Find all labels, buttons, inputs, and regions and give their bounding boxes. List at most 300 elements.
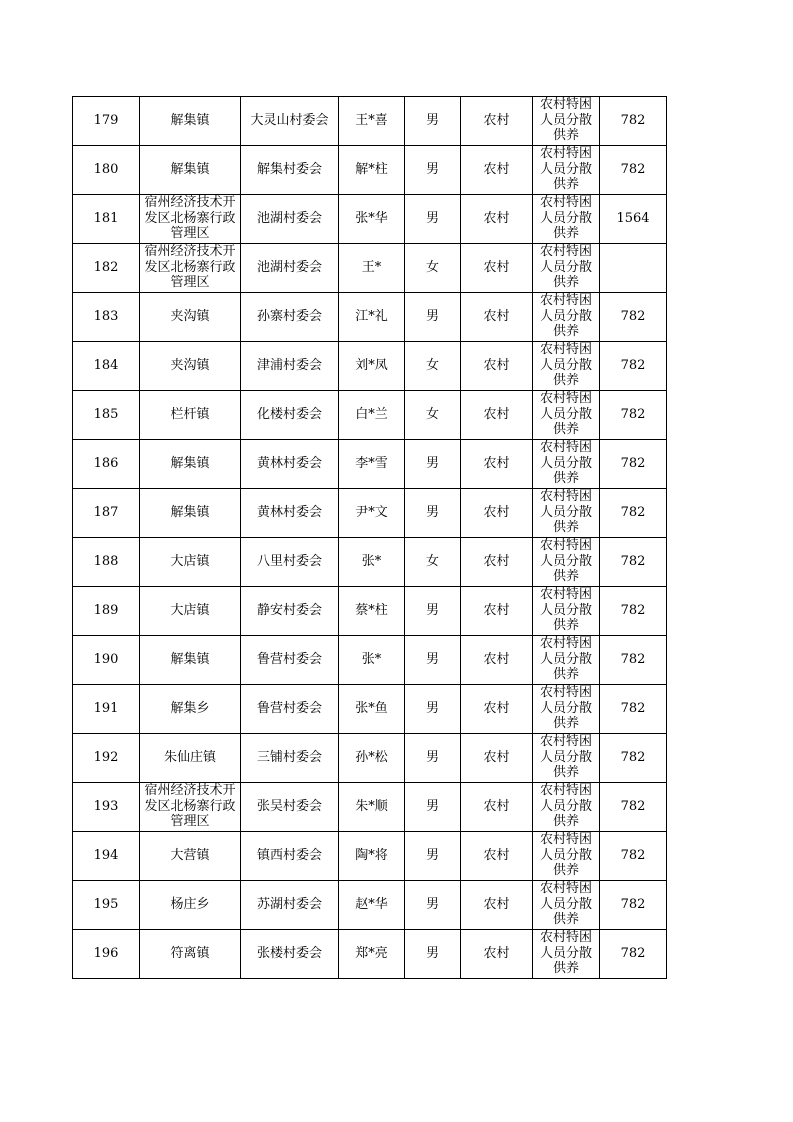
cell-area-type bbox=[461, 97, 533, 146]
cell-person-name bbox=[339, 783, 405, 832]
table-row bbox=[73, 97, 667, 146]
cell-town bbox=[140, 489, 241, 538]
cell-amount-text: 782 bbox=[620, 946, 646, 961]
cell-amount-text: 782 bbox=[620, 603, 646, 618]
cell-area-type bbox=[461, 587, 533, 636]
cell-person-name bbox=[339, 881, 405, 930]
table-body bbox=[73, 97, 667, 979]
cell-village bbox=[241, 587, 339, 636]
cell-village bbox=[241, 930, 339, 979]
cell-town-text: 解集镇 bbox=[170, 456, 210, 471]
cell-support-type-text: 农村特困人员分散供养 bbox=[539, 734, 592, 780]
cell-serial-number-text: 190 bbox=[93, 652, 119, 667]
table-row bbox=[73, 195, 667, 244]
cell-amount bbox=[600, 342, 667, 391]
cell-area-type bbox=[461, 538, 533, 587]
table-row bbox=[73, 146, 667, 195]
cell-person-name-text: 解*柱 bbox=[355, 162, 388, 177]
cell-area-type-text: 农村 bbox=[483, 652, 510, 667]
cell-amount-text: 782 bbox=[620, 554, 646, 569]
cell-person-name bbox=[339, 832, 405, 881]
cell-support-type-text: 农村特困人员分散供养 bbox=[539, 293, 592, 339]
cell-area-type bbox=[461, 293, 533, 342]
cell-amount bbox=[600, 734, 667, 783]
cell-person-name bbox=[339, 195, 405, 244]
cell-amount bbox=[600, 587, 667, 636]
cell-person-name-text: 蔡*柱 bbox=[355, 603, 388, 618]
cell-amount bbox=[600, 244, 667, 293]
cell-town-text: 宿州经济技术开发区北杨寨行政管理区 bbox=[144, 244, 236, 290]
cell-village-text: 八里村委会 bbox=[256, 554, 322, 569]
cell-amount bbox=[600, 489, 667, 538]
cell-amount-text: 782 bbox=[620, 652, 646, 667]
cell-amount bbox=[600, 293, 667, 342]
cell-town bbox=[140, 195, 241, 244]
cell-person-name bbox=[339, 342, 405, 391]
cell-amount bbox=[600, 636, 667, 685]
cell-town-text: 杨庄乡 bbox=[170, 897, 210, 912]
cell-town bbox=[140, 146, 241, 195]
cell-support-type bbox=[533, 538, 600, 587]
cell-area-type bbox=[461, 146, 533, 195]
cell-amount-text: 782 bbox=[620, 505, 646, 520]
cell-area-type-text: 农村 bbox=[483, 799, 510, 814]
cell-town bbox=[140, 636, 241, 685]
cell-support-type bbox=[533, 930, 600, 979]
cell-village bbox=[241, 881, 339, 930]
cell-gender-text: 男 bbox=[425, 750, 439, 765]
cell-person-name-text: 孙*松 bbox=[355, 750, 388, 765]
cell-village-text: 三铺村委会 bbox=[256, 750, 322, 765]
cell-town-text: 大营镇 bbox=[170, 848, 210, 863]
cell-gender-text: 男 bbox=[425, 603, 439, 618]
cell-town bbox=[140, 244, 241, 293]
cell-gender-text: 男 bbox=[425, 113, 439, 128]
cell-gender bbox=[405, 195, 461, 244]
cell-area-type bbox=[461, 685, 533, 734]
cell-area-type-text: 农村 bbox=[483, 113, 510, 128]
cell-amount-text: 782 bbox=[620, 897, 646, 912]
cell-area-type bbox=[461, 244, 533, 293]
cell-area-type bbox=[461, 783, 533, 832]
cell-town-text: 解集镇 bbox=[170, 113, 210, 128]
cell-support-type-text: 农村特困人员分散供养 bbox=[539, 930, 592, 976]
cell-gender-text: 男 bbox=[425, 652, 439, 667]
cell-support-type bbox=[533, 489, 600, 538]
cell-serial-number-text: 188 bbox=[93, 554, 119, 569]
cell-serial-number bbox=[73, 636, 140, 685]
cell-village-text: 解集村委会 bbox=[256, 162, 322, 177]
cell-amount bbox=[600, 685, 667, 734]
cell-village bbox=[241, 97, 339, 146]
cell-amount-text: 782 bbox=[620, 456, 646, 471]
cell-area-type-text: 农村 bbox=[483, 701, 510, 716]
cell-gender-text: 男 bbox=[425, 211, 439, 226]
cell-support-type-text: 农村特困人员分散供养 bbox=[539, 636, 592, 682]
table-row bbox=[73, 293, 667, 342]
cell-gender-text: 男 bbox=[425, 897, 439, 912]
cell-person-name bbox=[339, 489, 405, 538]
cell-person-name bbox=[339, 587, 405, 636]
cell-serial-number-text: 196 bbox=[93, 946, 119, 961]
cell-gender-text: 男 bbox=[425, 162, 439, 177]
cell-person-name bbox=[339, 391, 405, 440]
cell-person-name bbox=[339, 636, 405, 685]
cell-town-text: 解集镇 bbox=[170, 162, 210, 177]
cell-gender bbox=[405, 930, 461, 979]
cell-serial-number bbox=[73, 881, 140, 930]
cell-town bbox=[140, 391, 241, 440]
cell-village-text: 黄林村委会 bbox=[256, 505, 322, 520]
cell-support-type-text: 农村特困人员分散供养 bbox=[539, 342, 592, 388]
cell-town bbox=[140, 538, 241, 587]
cell-town bbox=[140, 930, 241, 979]
table-row bbox=[73, 489, 667, 538]
cell-amount bbox=[600, 832, 667, 881]
cell-village-text: 化楼村委会 bbox=[256, 407, 322, 422]
cell-person-name-text: 陶*将 bbox=[355, 848, 388, 863]
cell-serial-number bbox=[73, 342, 140, 391]
cell-person-name bbox=[339, 734, 405, 783]
cell-area-type-text: 农村 bbox=[483, 897, 510, 912]
cell-town-text: 解集镇 bbox=[170, 505, 210, 520]
cell-person-name-text: 李*雪 bbox=[355, 456, 388, 471]
cell-gender bbox=[405, 734, 461, 783]
cell-gender bbox=[405, 342, 461, 391]
cell-support-type bbox=[533, 293, 600, 342]
cell-support-type bbox=[533, 244, 600, 293]
cell-amount bbox=[600, 538, 667, 587]
cell-amount bbox=[600, 195, 667, 244]
cell-amount bbox=[600, 881, 667, 930]
cell-person-name bbox=[339, 97, 405, 146]
cell-town bbox=[140, 783, 241, 832]
cell-person-name bbox=[339, 930, 405, 979]
cell-area-type bbox=[461, 930, 533, 979]
cell-support-type-text: 农村特困人员分散供养 bbox=[539, 244, 592, 290]
cell-town bbox=[140, 293, 241, 342]
cell-village-text: 苏湖村委会 bbox=[256, 897, 322, 912]
cell-village-text: 镇西村委会 bbox=[256, 848, 322, 863]
cell-serial-number bbox=[73, 293, 140, 342]
cell-gender bbox=[405, 636, 461, 685]
cell-person-name-text: 张* bbox=[361, 652, 382, 667]
cell-person-name bbox=[339, 244, 405, 293]
cell-gender bbox=[405, 538, 461, 587]
cell-serial-number bbox=[73, 440, 140, 489]
cell-area-type-text: 农村 bbox=[483, 603, 510, 618]
cell-area-type-text: 农村 bbox=[483, 750, 510, 765]
cell-gender bbox=[405, 146, 461, 195]
cell-support-type-text: 农村特困人员分散供养 bbox=[539, 587, 592, 633]
cell-area-type bbox=[461, 342, 533, 391]
cell-town-text: 解集乡 bbox=[170, 701, 210, 716]
cell-gender bbox=[405, 440, 461, 489]
cell-amount bbox=[600, 930, 667, 979]
cell-town-text: 宿州经济技术开发区北杨寨行政管理区 bbox=[144, 783, 236, 829]
cell-serial-number-text: 182 bbox=[93, 260, 119, 275]
cell-support-type bbox=[533, 734, 600, 783]
cell-area-type bbox=[461, 734, 533, 783]
table-row bbox=[73, 685, 667, 734]
cell-gender-text: 男 bbox=[425, 848, 439, 863]
cell-serial-number-text: 181 bbox=[93, 211, 119, 226]
cell-village bbox=[241, 195, 339, 244]
cell-person-name-text: 张*鱼 bbox=[355, 701, 388, 716]
cell-village bbox=[241, 832, 339, 881]
cell-village bbox=[241, 538, 339, 587]
cell-amount-text: 782 bbox=[620, 113, 646, 128]
table-row bbox=[73, 538, 667, 587]
cell-serial-number bbox=[73, 538, 140, 587]
cell-village bbox=[241, 146, 339, 195]
cell-person-name-text: 尹*文 bbox=[355, 505, 388, 520]
cell-village bbox=[241, 783, 339, 832]
cell-amount bbox=[600, 783, 667, 832]
cell-person-name-text: 江*礼 bbox=[355, 309, 388, 324]
cell-village-text: 鲁营村委会 bbox=[256, 701, 322, 716]
cell-serial-number bbox=[73, 685, 140, 734]
cell-area-type bbox=[461, 440, 533, 489]
cell-village bbox=[241, 489, 339, 538]
table-row bbox=[73, 930, 667, 979]
cell-support-type bbox=[533, 342, 600, 391]
cell-gender-text: 男 bbox=[425, 456, 439, 471]
cell-serial-number bbox=[73, 587, 140, 636]
table-row bbox=[73, 734, 667, 783]
cell-amount bbox=[600, 440, 667, 489]
cell-village-text: 张楼村委会 bbox=[256, 946, 322, 961]
cell-area-type-text: 农村 bbox=[483, 505, 510, 520]
cell-support-type bbox=[533, 587, 600, 636]
cell-village bbox=[241, 440, 339, 489]
cell-support-type-text: 农村特困人员分散供养 bbox=[539, 195, 592, 241]
cell-town bbox=[140, 440, 241, 489]
cell-village bbox=[241, 391, 339, 440]
cell-support-type bbox=[533, 97, 600, 146]
cell-serial-number-text: 186 bbox=[93, 456, 119, 471]
cell-serial-number bbox=[73, 832, 140, 881]
cell-support-type-text: 农村特困人员分散供养 bbox=[539, 832, 592, 878]
cell-town-text: 夹沟镇 bbox=[170, 358, 210, 373]
cell-village-text: 静安村委会 bbox=[256, 603, 322, 618]
cell-serial-number-text: 191 bbox=[93, 701, 119, 716]
cell-support-type bbox=[533, 685, 600, 734]
cell-support-type-text: 农村特困人员分散供养 bbox=[539, 440, 592, 486]
table-row bbox=[73, 636, 667, 685]
cell-serial-number bbox=[73, 489, 140, 538]
cell-village-text: 张吴村委会 bbox=[256, 799, 322, 814]
cell-town-text: 宿州经济技术开发区北杨寨行政管理区 bbox=[144, 195, 236, 241]
cell-town bbox=[140, 587, 241, 636]
cell-support-type bbox=[533, 881, 600, 930]
cell-gender bbox=[405, 881, 461, 930]
cell-serial-number-text: 193 bbox=[93, 799, 119, 814]
cell-support-type bbox=[533, 391, 600, 440]
cell-serial-number bbox=[73, 930, 140, 979]
cell-town bbox=[140, 734, 241, 783]
cell-area-type-text: 农村 bbox=[483, 211, 510, 226]
cell-support-type-text: 农村特困人员分散供养 bbox=[539, 881, 592, 927]
cell-person-name bbox=[339, 293, 405, 342]
cell-support-type bbox=[533, 832, 600, 881]
cell-village-text: 大灵山村委会 bbox=[250, 113, 329, 128]
cell-person-name bbox=[339, 440, 405, 489]
cell-town bbox=[140, 685, 241, 734]
cell-town-text: 大店镇 bbox=[170, 554, 210, 569]
cell-person-name bbox=[339, 685, 405, 734]
cell-amount-text: 782 bbox=[620, 407, 646, 422]
cell-gender bbox=[405, 685, 461, 734]
table-row bbox=[73, 391, 667, 440]
cell-amount-text: 782 bbox=[620, 750, 646, 765]
cell-amount-text: 782 bbox=[620, 848, 646, 863]
cell-person-name-text: 王*喜 bbox=[355, 113, 388, 128]
cell-area-type bbox=[461, 489, 533, 538]
cell-serial-number bbox=[73, 244, 140, 293]
cell-serial-number-text: 179 bbox=[93, 113, 119, 128]
cell-village-text: 孙寨村委会 bbox=[256, 309, 322, 324]
cell-village-text: 黄林村委会 bbox=[256, 456, 322, 471]
cell-amount bbox=[600, 97, 667, 146]
cell-serial-number bbox=[73, 97, 140, 146]
cell-village bbox=[241, 244, 339, 293]
cell-amount-text: 782 bbox=[620, 701, 646, 716]
cell-area-type-text: 农村 bbox=[483, 456, 510, 471]
cell-village bbox=[241, 685, 339, 734]
cell-town-text: 解集镇 bbox=[170, 652, 210, 667]
cell-town-text: 朱仙庄镇 bbox=[163, 750, 216, 765]
cell-gender bbox=[405, 832, 461, 881]
cell-support-type-text: 农村特困人员分散供养 bbox=[539, 783, 592, 829]
cell-area-type bbox=[461, 881, 533, 930]
cell-area-type-text: 农村 bbox=[483, 554, 510, 569]
cell-village-text: 池湖村委会 bbox=[256, 211, 322, 226]
cell-area-type-text: 农村 bbox=[483, 162, 510, 177]
cell-town-text: 栏杆镇 bbox=[170, 407, 210, 422]
cell-village-text: 池湖村委会 bbox=[256, 260, 322, 275]
cell-support-type bbox=[533, 195, 600, 244]
cell-serial-number-text: 184 bbox=[93, 358, 119, 373]
cell-person-name-text: 白*兰 bbox=[355, 407, 388, 422]
cell-area-type-text: 农村 bbox=[483, 358, 510, 373]
cell-support-type-text: 农村特困人员分散供养 bbox=[539, 391, 592, 437]
table-row bbox=[73, 440, 667, 489]
cell-gender bbox=[405, 293, 461, 342]
cell-gender bbox=[405, 391, 461, 440]
cell-amount-text: 1564 bbox=[616, 211, 650, 226]
cell-area-type bbox=[461, 636, 533, 685]
cell-gender bbox=[405, 783, 461, 832]
cell-amount-text: 782 bbox=[620, 799, 646, 814]
table-row bbox=[73, 342, 667, 391]
cell-gender-text: 男 bbox=[425, 946, 439, 961]
cell-gender bbox=[405, 244, 461, 293]
cell-serial-number bbox=[73, 195, 140, 244]
cell-area-type-text: 农村 bbox=[483, 309, 510, 324]
cell-amount-text: 782 bbox=[620, 309, 646, 324]
cell-area-type-text: 农村 bbox=[483, 946, 510, 961]
cell-support-type bbox=[533, 440, 600, 489]
cell-area-type-text: 农村 bbox=[483, 848, 510, 863]
cell-town bbox=[140, 97, 241, 146]
cell-gender-text: 男 bbox=[425, 309, 439, 324]
cell-person-name-text: 赵*华 bbox=[355, 897, 388, 912]
table-row bbox=[73, 832, 667, 881]
cell-person-name-text: 朱*顺 bbox=[355, 799, 388, 814]
cell-serial-number-text: 195 bbox=[93, 897, 119, 912]
cell-village bbox=[241, 342, 339, 391]
cell-amount-text: 782 bbox=[620, 162, 646, 177]
cell-person-name-text: 郑*亮 bbox=[355, 946, 388, 961]
cell-serial-number bbox=[73, 783, 140, 832]
cell-gender-text: 男 bbox=[425, 799, 439, 814]
cell-area-type bbox=[461, 391, 533, 440]
cell-town bbox=[140, 342, 241, 391]
table-row bbox=[73, 783, 667, 832]
cell-person-name-text: 王* bbox=[361, 260, 382, 275]
cell-amount bbox=[600, 391, 667, 440]
cell-person-name-text: 张* bbox=[361, 554, 382, 569]
cell-gender-text: 女 bbox=[425, 260, 439, 275]
cell-village-text: 津浦村委会 bbox=[256, 358, 322, 373]
cell-town bbox=[140, 881, 241, 930]
table-row bbox=[73, 244, 667, 293]
cell-town-text: 符离镇 bbox=[170, 946, 210, 961]
cell-amount-text: 782 bbox=[620, 358, 646, 373]
table-row bbox=[73, 587, 667, 636]
cell-area-type-text: 农村 bbox=[483, 260, 510, 275]
cell-serial-number bbox=[73, 391, 140, 440]
cell-village-text: 鲁营村委会 bbox=[256, 652, 322, 667]
cell-person-name-text: 刘*凤 bbox=[355, 358, 388, 373]
cell-serial-number-text: 183 bbox=[93, 309, 119, 324]
cell-person-name bbox=[339, 538, 405, 587]
cell-area-type bbox=[461, 832, 533, 881]
cell-support-type bbox=[533, 146, 600, 195]
cell-serial-number-text: 185 bbox=[93, 407, 119, 422]
table-row bbox=[73, 881, 667, 930]
cell-serial-number bbox=[73, 734, 140, 783]
cell-serial-number-text: 192 bbox=[93, 750, 119, 765]
cell-support-type-text: 农村特困人员分散供养 bbox=[539, 489, 592, 535]
cell-support-type-text: 农村特困人员分散供养 bbox=[539, 97, 592, 143]
cell-amount bbox=[600, 146, 667, 195]
cell-serial-number-text: 180 bbox=[93, 162, 119, 177]
cell-support-type bbox=[533, 783, 600, 832]
cell-support-type-text: 农村特困人员分散供养 bbox=[539, 146, 592, 192]
cell-gender bbox=[405, 587, 461, 636]
cell-support-type-text: 农村特困人员分散供养 bbox=[539, 685, 592, 731]
cell-support-type-text: 农村特困人员分散供养 bbox=[539, 538, 592, 584]
cell-gender-text: 男 bbox=[425, 701, 439, 716]
cell-serial-number bbox=[73, 146, 140, 195]
cell-support-type bbox=[533, 636, 600, 685]
cell-serial-number-text: 187 bbox=[93, 505, 119, 520]
cell-village bbox=[241, 293, 339, 342]
cell-town bbox=[140, 832, 241, 881]
cell-serial-number-text: 194 bbox=[93, 848, 119, 863]
cell-serial-number-text: 189 bbox=[93, 603, 119, 618]
cell-village bbox=[241, 636, 339, 685]
cell-area-type-text: 农村 bbox=[483, 407, 510, 422]
cell-area-type bbox=[461, 195, 533, 244]
cell-gender-text: 女 bbox=[425, 358, 439, 373]
cell-village bbox=[241, 734, 339, 783]
cell-gender bbox=[405, 489, 461, 538]
cell-gender-text: 女 bbox=[425, 554, 439, 569]
cell-person-name bbox=[339, 146, 405, 195]
